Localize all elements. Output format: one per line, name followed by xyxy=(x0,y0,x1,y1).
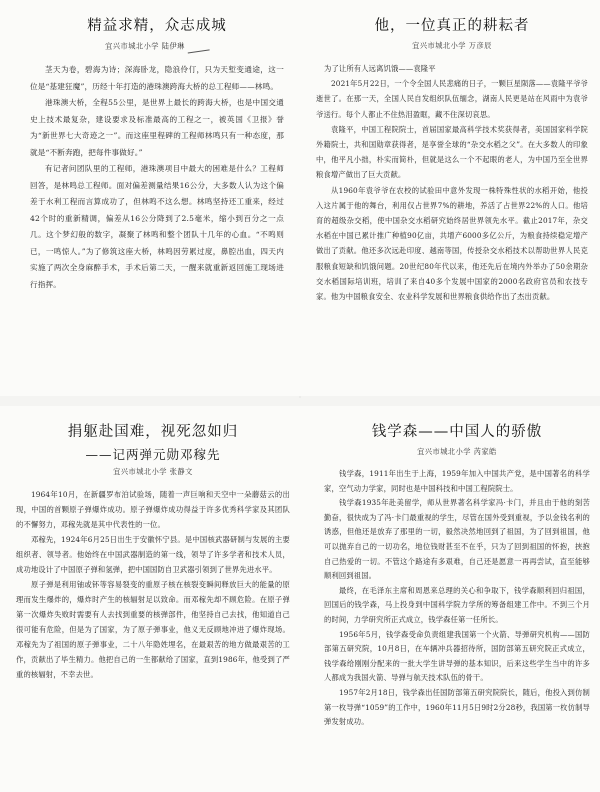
essay-author-text: 宜兴市城北小学 陆伊琳 xyxy=(105,41,185,51)
essay-author: 宜兴市城北小学 万彦辰 xyxy=(412,41,492,50)
essay-author xyxy=(30,41,284,52)
essay-paragraph: 钱学森，1911年出生于上海，1959年加入中国共产党，是中国著名的科学家，空气动力学家，同时也是中国科技和中国工程院院士。 xyxy=(324,469,590,493)
essay-paragraph: 邓稼先，1924年6月25日出生于安徽怀宁县。是中国核武器研制与发展的主要组织者、领导者。他始终在中国武器制造的第一线，领导了许多学者和技术人员，成功地设计了中国原子弹和氢弹，把中国国防自卫武器引领到了世界先进水平。 xyxy=(16,535,290,574)
essay-title: 捐躯赴国难，视死忽如归 xyxy=(67,424,239,440)
essay-epigraph: 为了让所有人远离饥饿——袁隆平 xyxy=(324,64,436,73)
essay-page-2 xyxy=(300,0,600,396)
essay-paragraph: 最终，在毛泽东主席和周恩来总理的关心和争取下，钱学森顺利回归祖国，回国后的钱学森，马上投身到中国科学院力学所的筹备组建工作中。不到三个月的时间，力学研究所正式成立，钱学森任第一任所长。 xyxy=(324,585,590,624)
essay-paragraph: 原子弹是利用铀或钚等容易裂变的重原子核在核裂变瞬间释放巨大的能量的原理而发生爆炸的，爆炸时产生的核辐射足以致命。而邓稼先却不顾危险。在原子弹第一次爆炸失败时需要有人去找到重要的核弹部件，他坚持自己去找，他知道自己很可能有危险，但是为了国家，为了原子弹事业，他义无反顾地冲进了爆炸现场。邓稼先为了祖国的原子弹事业，二十八年隐姓埋名，在最艰苦的地方做最艰苦的工作，贡献出了毕生精力。他把自己的一生都献给了国家，直到1986年，他受到了严重的核辐射，不幸去世。 xyxy=(16,580,290,679)
page-divider-horizontal xyxy=(0,398,600,406)
essay-subtitle: ——记两弹元勋邓稼先 xyxy=(85,447,221,462)
essay-title-text: 精益求精，众志成城 xyxy=(87,18,227,34)
essay-paragraph: 1964年10月，在新疆罗布泊试验场，随着一声巨响和天空中一朵蘑菇云的出现，中国的首颗原子弹爆炸成功。原子弹爆炸成功得益于许多优秀科学家及其团队的不懈努力，邓稼先就是其中代表性的一位。 xyxy=(16,490,290,529)
essay-paragraph: 有记者问团队里的工程师，港珠澳项目中最大的困难是什么？工程师回答，是林鸣总工程师。面对偏差测量结果16公分，大多数人认为这个偏差于水利工程而言算成功了，但林鸣不这么想。林鸣坚持还工重来，经过42个时的重新精调，偏差从16公分降到了2.5毫米，缩小到百分之一点几。这个梦幻般的数字，凝聚了林鸣和整个团队十几年的心血。“不鸣则已，一鸣惊人。”为了修筑这座大桥，林鸣因劳累过度，鼻腔出血，四天内实施了两次全身麻醉手术，手术后第二天，一醒来就重新返回施工现场进行指挥。 xyxy=(30,164,284,289)
essay-paragraph: 1957年2月18日，钱学森出任国防部第五研究院院长，随后，他投入到仿制第一枚导弹“1059”的工作中，1960年11月5日9时2分28秒，我国第一枚仿制导弹发射成功。 xyxy=(324,687,590,727)
essay-title xyxy=(30,14,284,35)
essay-paragraph: 茎天为卷，碧海为诗；深海卧龙，隐浪伶仃，只为天堑变通途，这一位是“基建狂魔”，历经十年打造的港珠澳跨海大桥的总工程师——林鸣。 xyxy=(30,65,284,91)
essay-title: 钱学森——中国人的骄傲 xyxy=(371,424,543,440)
essay-paragraph: 1956年5月，钱学森受命负责组建我国第一个火箭、导弹研究机构——国防部第五研究院，10月8日，在车辆冲兵器招待所，国防部第五研究院正式成立，钱学森给刚刚分配来的一批大学生讲导弹的基本知识，后来这些学生当中的许多人都成为我国火箭、导弹与航天技术队伍的骨干。 xyxy=(324,629,590,683)
essay-title: 他，一位真正的耕耘者 xyxy=(374,18,530,34)
essay-paragraph: 袁隆平，中国工程院院士，首届国家最高科学技术奖获得者，美国国家科学院外籍院士，共和国勋章获得者，是享誉全球的“杂交水稻之父”。在大多数人的印象中，他平凡小拙，朴实而简朴，但就是这么一个不起眼的老人，为中国乃至全世界粮食增产做出了巨大贡献。 xyxy=(316,124,588,180)
essay-paragraph: 2021年5月22日，一个令全国人民悲痛的日子，一颗巨星陨落——袁隆平爷爷逝世了。在那一天，全国人民自发组织队伍缅念，湖南人民更是站在风雨中为袁爷爷送行。每个人都止不住热泪盈眶，藏不住深切哀思。 xyxy=(316,79,588,119)
essay-author: 宜兴市城北小学 张静文 xyxy=(113,467,193,476)
signature-mark xyxy=(186,40,209,54)
essay-paragraph: 港珠澳大桥，全程55公里，是世界上最长的跨海大桥，也是中国交通史上技术最复杂，建设要求及标准最高的工程之一，被英国《卫报》誉为“新世界七大奇迹之一”。而这座里程碑的工程师林鸣只有一种态度，那就是“不断奔跑，把每件事做好。” xyxy=(30,98,284,157)
essay-paragraph: 钱学森1935年赴美留学，师从世界著名科学家冯·卡门，并且由于他的刻苦勤奋，很快成为了冯·卡门最重视的学生，尽管在国外受到重视，予以金钱名利的诱惑，但他还是放弃了那里的一切，毅然决然地回到了祖国，为了回到祖国，他可以抛弃自己的一切功名，地位钱财甚至不在乎，只为了回到祖国的怀抱，挟抱自己热爱的一切。不管这个路途有多艰难，自己还是愿意一再再尝试，直至能够顺利回到祖国。 xyxy=(324,498,590,581)
essay-author: 宜兴市城北小学 芮家皓 xyxy=(417,447,497,456)
essay-page-4 xyxy=(300,406,600,792)
essay-paragraph: 从1960年袁爷爷在农校的试验田中意外发现一株特殊性状的水稻开始，他投入这片属于他的舞台，利用仅占世界7%的耕地，养活了占世界22%的人口。他培育的超级杂交稻，使中国杂交水稻研究始终居世界领先水平。截止2017年，杂交水稻在中国已累计推广种植90亿亩，共增产6000多亿公斤，为粮食持续稳定增产做出了贡献。他还多次远赴印度、越南等国，传授杂交水稻技术以帮助世界人民克服粮食短缺和饥饿问题。20世纪80年代以来，他还先后在境内外举办了50余期杂交水稻国际培训班，培训了来自40多个发展中国家的2000名政府官员和农技专家。他为中国粮食安全、农业科学发展和世界粮食供给作出了杰出贡献。 xyxy=(316,185,588,302)
essay-page-1 xyxy=(0,0,300,396)
essay-page-3 xyxy=(0,406,300,792)
